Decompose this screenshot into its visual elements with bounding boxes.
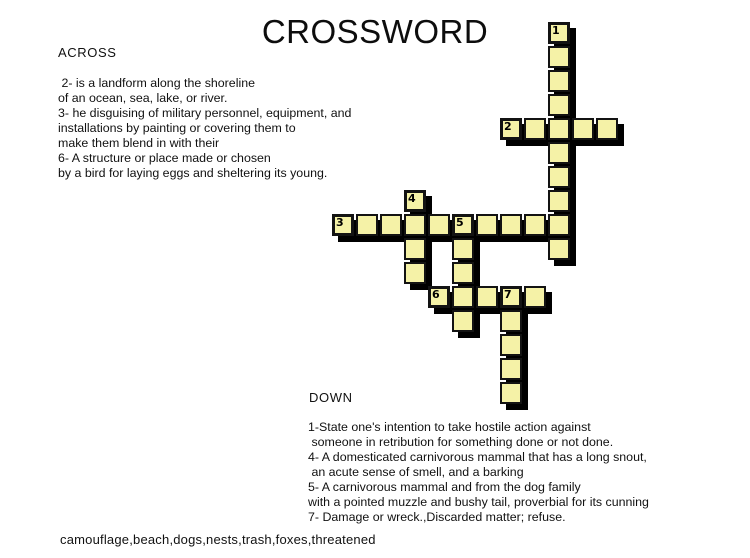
grid-cell-r11-c8[interactable] [524, 286, 546, 308]
word-bank: camouflage,beach,dogs,nests,trash,foxes,threatened [60, 532, 376, 547]
grid-cell-r12-c7[interactable] [500, 310, 522, 332]
grid-cell-r11-c5[interactable] [452, 286, 474, 308]
down-clue-line-3: 4- A domesticated carnivorous mammal that has a long snout, [308, 450, 647, 464]
down-clue-line-6: with a pointed muzzle and bushy tail, proverbial for its cunning [308, 495, 649, 509]
across-clue-line-5: make them blend in with their [58, 136, 220, 150]
grid-cell-r0-c9[interactable] [548, 22, 570, 44]
down-heading: DOWN [309, 390, 353, 405]
grid-cell-r8-c9[interactable] [548, 214, 570, 236]
cell-number: 1 [552, 24, 560, 37]
grid-cell-r10-c3[interactable] [404, 262, 426, 284]
cell-number: 4 [408, 192, 416, 205]
grid-cell-r4-c7[interactable] [500, 118, 522, 140]
across-clue-line-7: by a bird for laying eggs and sheltering its young. [58, 166, 328, 180]
grid-cell-r14-c7[interactable] [500, 358, 522, 380]
cell-number: 3 [336, 216, 344, 229]
grid-cell-r8-c0[interactable] [332, 214, 354, 236]
across-clue-line-3: 3- he disguising of military personnel, equipment, and [58, 106, 352, 120]
cell-number: 7 [504, 288, 512, 301]
grid-cell-r8-c2[interactable] [380, 214, 402, 236]
grid-cell-r6-c9[interactable] [548, 166, 570, 188]
grid-cell-r9-c5[interactable] [452, 238, 474, 260]
grid-cell-r1-c9[interactable] [548, 46, 570, 68]
grid-cell-r11-c6[interactable] [476, 286, 498, 308]
grid-cell-r8-c4[interactable] [428, 214, 450, 236]
grid-cell-r11-c4[interactable] [428, 286, 450, 308]
grid-cell-r2-c9[interactable] [548, 70, 570, 92]
down-clue-line-4: an acute sense of smell, and a barking [308, 465, 524, 479]
grid-cell-r4-c10[interactable] [572, 118, 594, 140]
grid-cell-r4-c11[interactable] [596, 118, 618, 140]
grid-cell-r8-c7[interactable] [500, 214, 522, 236]
grid-cell-r4-c8[interactable] [524, 118, 546, 140]
down-clue-line-1: 1-State one's intention to take hostile action against [308, 420, 591, 434]
grid-cell-r15-c7[interactable] [500, 382, 522, 404]
grid-cell-r7-c3[interactable] [404, 190, 426, 212]
grid-cell-r8-c5[interactable] [452, 214, 474, 236]
grid-cell-r8-c8[interactable] [524, 214, 546, 236]
grid-cell-r5-c9[interactable] [548, 142, 570, 164]
down-clue-line-7: 7- Damage or wreck.,Discarded matter; refuse. [308, 510, 566, 524]
across-heading: ACROSS [58, 45, 117, 60]
down-clue-line-5: 5- A carnivorous mammal and from the dog family [308, 480, 581, 494]
grid-cell-r11-c7[interactable] [500, 286, 522, 308]
grid-cell-r8-c3[interactable] [404, 214, 426, 236]
across-clue-line-4: installations by painting or covering them to [58, 121, 296, 135]
grid-cell-r12-c5[interactable] [452, 310, 474, 332]
cell-number: 5 [456, 216, 464, 229]
grid-cell-r10-c5[interactable] [452, 262, 474, 284]
grid-cell-r7-c9[interactable] [548, 190, 570, 212]
grid-cell-r4-c9[interactable] [548, 118, 570, 140]
cell-number: 6 [432, 288, 440, 301]
grid-cell-r13-c7[interactable] [500, 334, 522, 356]
down-clue-line-2: someone in retribution for something done or not done. [308, 435, 614, 449]
across-clue-line-2: of an ocean, sea, lake, or river. [58, 91, 228, 105]
grid-cell-r8-c6[interactable] [476, 214, 498, 236]
grid-cell-r9-c3[interactable] [404, 238, 426, 260]
cell-number: 2 [504, 120, 512, 133]
page-title: CROSSWORD [261, 13, 489, 50]
across-clue-line-1: 2- is a landform along the shoreline [58, 76, 255, 90]
grid-cell-r8-c1[interactable] [356, 214, 378, 236]
grid-cell-r9-c9[interactable] [548, 238, 570, 260]
grid-cell-r3-c9[interactable] [548, 94, 570, 116]
across-clue-line-6: 6- A structure or place made or chosen [58, 151, 271, 165]
